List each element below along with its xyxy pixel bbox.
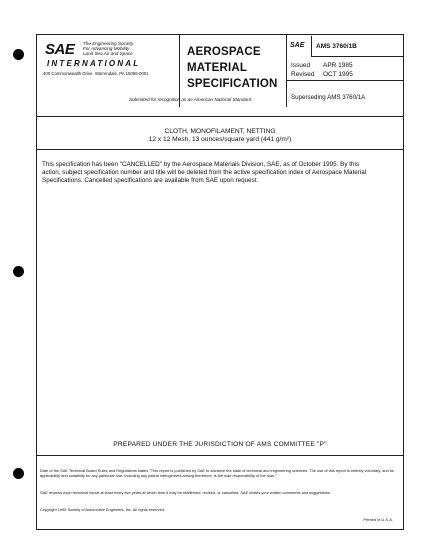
doc-type-line: MATERIAL (187, 62, 248, 74)
fine-print-rules: Date of the SAE Technical Board Rules and Regulations states "This report is published by SAE to advance the state of technical and engineering sciences. The use of this report is entirely voluntary, and its applicability and suitability for any particular use, including any patent infringement arising therefrom, is the sole responsibility of the user." (40, 468, 394, 478)
issued-date: APR 1985 (323, 62, 353, 69)
society-line: For Advancing Mobility (83, 46, 130, 51)
divider (37, 455, 403, 456)
copyright: Copyright 1995 Society of Automotive Engineers, Inc. All rights reserved. (40, 507, 165, 512)
doc-id-block (287, 35, 403, 107)
revised-label: Revised (291, 71, 315, 78)
spec-frame (36, 34, 404, 530)
issued-label: Issued (291, 62, 311, 69)
binder-hole (13, 266, 24, 277)
sae-small-logo: SAE (290, 42, 305, 49)
ansi-note: Submitted for recognition as an American National Standard (129, 97, 252, 102)
sae-logo: SAE (45, 41, 75, 58)
doc-number: AMS 3760/1B (316, 43, 357, 50)
address: 400 Commonwealth Drive, Warrendale, PA 15096-0001 (43, 71, 149, 76)
divider (37, 149, 403, 150)
revised-date: OCT 1995 (323, 71, 353, 78)
prepared-by: PREPARED UNDER THE JURISDICTION OF AMS COMMITTEE "P" (113, 441, 327, 448)
printed-note: Printed in U.S.A. (363, 517, 393, 522)
divider (287, 80, 403, 81)
cancellation-notice: This specification has been "CANCELLED" by the Aerospace Materials Division, SAE, as of October 1995. By this action, subject specification number and title will be deleted from the active specification index of Aerospace Material Specifications. Cancelled specifications are available from SAE upon request. (42, 161, 367, 184)
doc-type-line: AEROSPACE (187, 46, 261, 58)
spec-title: CLOTH, MONOFILAMENT, NETTING (164, 128, 276, 135)
divider (37, 116, 403, 117)
society-line: Land Sea Air and Space (83, 51, 133, 56)
spec-subtitle: 12 x 12 Mesh, 13 ounces/square yard (441 g/m²) (148, 136, 292, 143)
society-line: The Engineering Society (83, 41, 134, 46)
binder-hole (13, 468, 24, 479)
doc-number-box (311, 36, 403, 57)
superseding-note: Superseding AMS 3760/1A (291, 94, 366, 101)
international-wordmark: INTERNATIONAL (47, 59, 141, 68)
doc-type-line: SPECIFICATION (187, 78, 278, 90)
binder-hole (13, 49, 24, 60)
fine-print-review: SAE reviews each technical report at least every five years at which time it may be reaffirmed, revised, or cancelled. SAE invites your written comments and suggestions. (40, 490, 331, 495)
